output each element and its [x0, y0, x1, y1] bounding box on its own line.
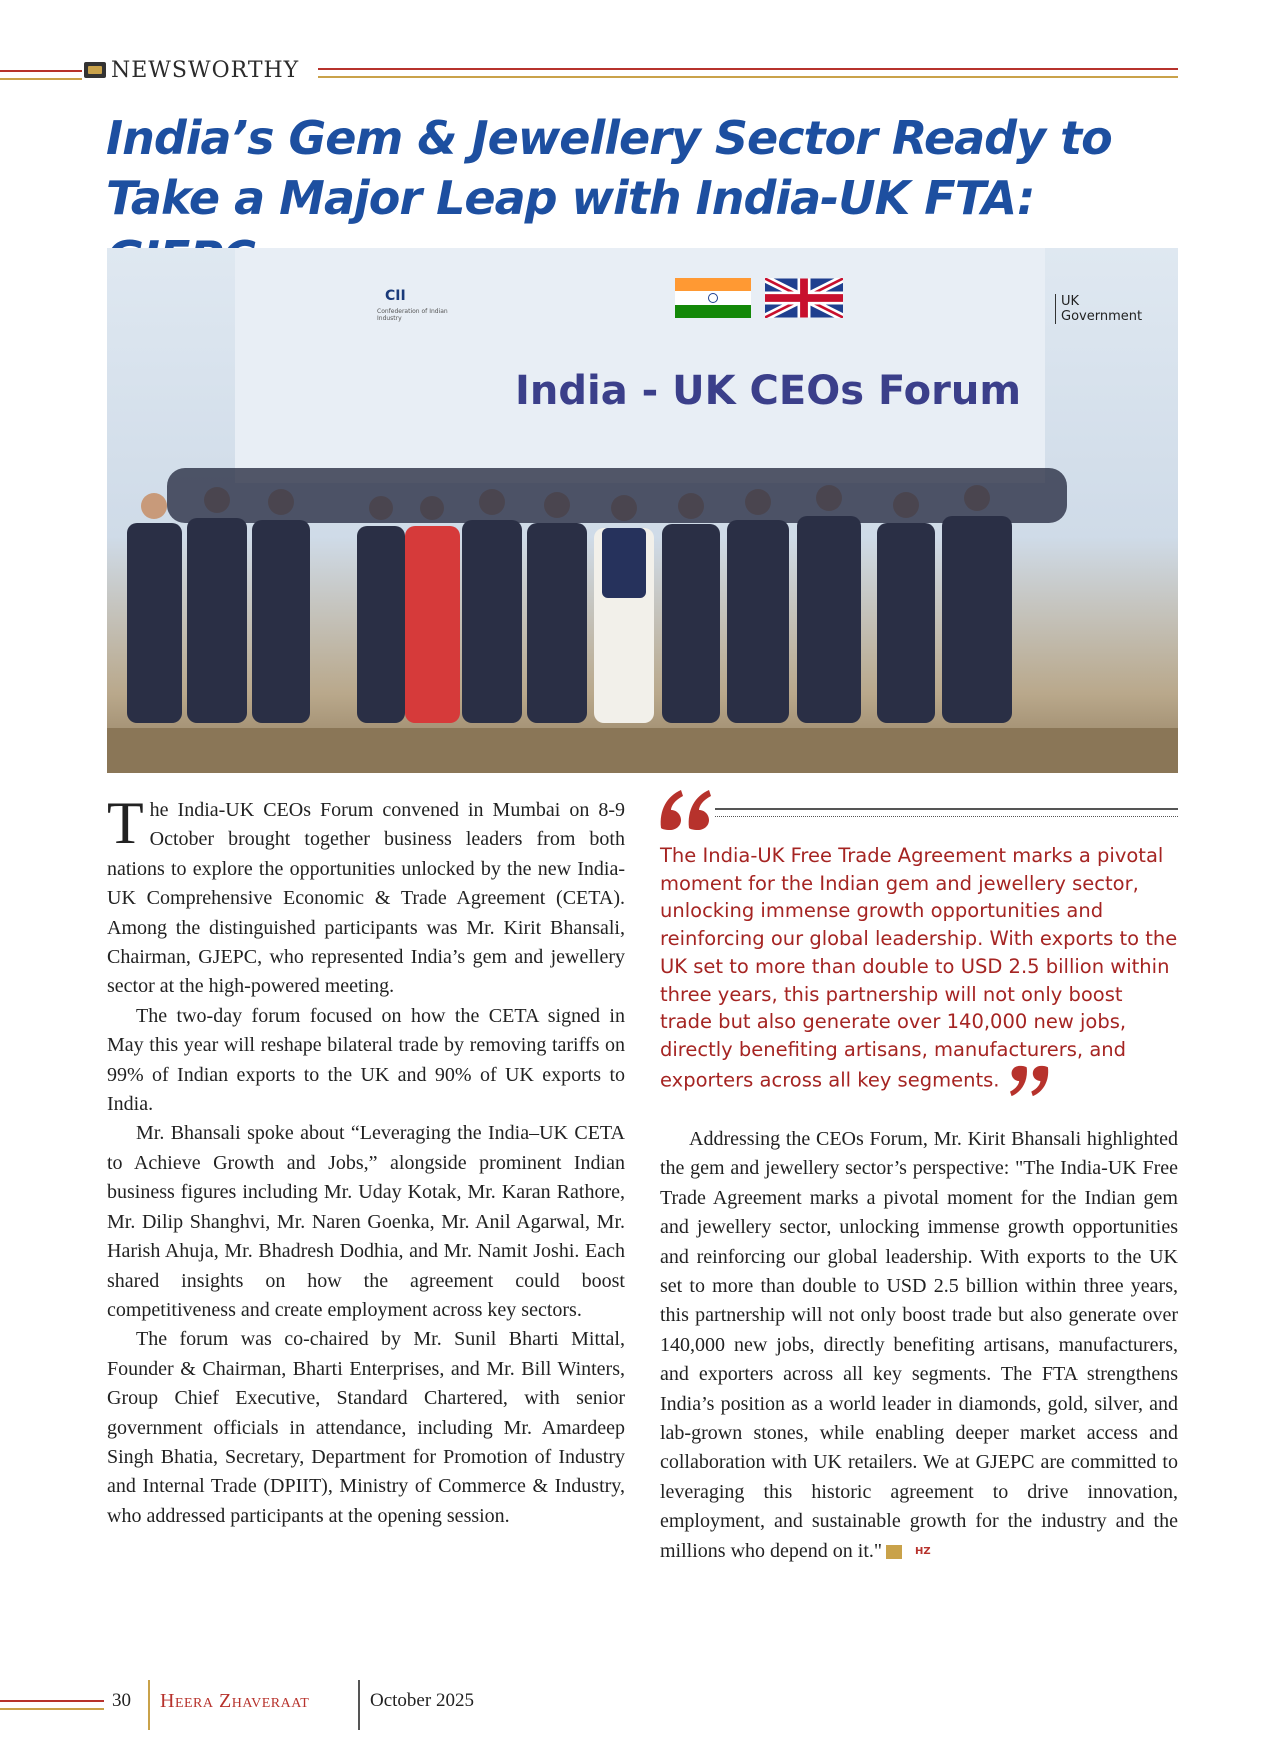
headline-line-2: Take a Major Leap with India-UK FTA:	[106, 171, 1035, 225]
cii-logo: CII	[385, 288, 406, 304]
uk-government-logo: UK Government	[1055, 294, 1142, 324]
delegates-group-image	[107, 428, 1178, 773]
paragraph-1	[107, 790, 625, 1002]
uk-flag-icon	[765, 278, 843, 318]
cii-subtitle: Confederation of Indian Industry	[377, 308, 448, 322]
banner-title: India - UK CEOs Forum	[515, 368, 1022, 414]
open-quote-icon	[657, 788, 715, 832]
paragraph-3: Mr. Bhansali spoke about “Leveraging the India–UK CETA to Achieve Growth and Jobs,” alongside prominent Indian business figures including Mr. Uday Kotak, Mr. Karan Rathore, Mr. Dilip Shanghvi, Mr. Naren Goenka, Mr. Anil Agarwal, Mr. Harish Ahuja, Mr. Bhadresh Dodhia, and Mr. Namit Joshi. Each shared insights on how the agreement could boost competitiveness and create employment across key sectors.	[107, 1122, 625, 1321]
pull-quote	[660, 842, 1180, 1098]
right-paragraph-1-text: Addressing the CEOs Forum, Mr. Kirit Bhansali highlighted the gem and jewellery sector’s perspective: "The India-UK Free Trade Agreement marks a pivotal moment for the Indian gem and jewellery sector, unlocking immense growth opportunities and reinforcing our global leadership. With exports to the UK set to more than double to USD 2.5 billion within three years, this partnership will not only boost trade but also generate over 140,000 new jobs, directly benefiting artisans, manufacturers, and exporters across all key segments. The FTA strengthens India’s position as a world leader in diamonds, gold, silver, and lab-grown stones, while enabling deeper market access and collaboration with UK retailers. We at GJEPC are committed to leveraging this historic agreement to drive innovation, employment, and sustainable growth for the industry and the millions who depend on it."	[660, 1128, 1178, 1562]
end-mark-icon: HZ	[886, 1545, 902, 1559]
footer-divider-1	[148, 1680, 150, 1730]
footer-divider-2	[358, 1680, 360, 1730]
page-number: 30	[112, 1690, 131, 1711]
page-footer	[0, 1680, 1275, 1730]
header-rule-left	[0, 70, 82, 80]
section-title: NEWSWORTHY	[111, 58, 300, 83]
magazine-name: Heera Zhaveraat	[160, 1690, 310, 1712]
quote-divider	[715, 808, 1178, 817]
close-quote-icon	[1007, 1064, 1051, 1098]
footer-rule	[0, 1700, 104, 1710]
article-left-column	[107, 790, 625, 1531]
headline-line-1: India’s Gem & Jewellery Sector Ready to	[106, 111, 1112, 165]
paragraph-1-text: he India-UK CEOs Forum convened in Mumbai on 8-9 October brought together business leaders from both nations to explore the opportunities unlocked by the new India-UK Comprehensive Economic & Trade Agreement (CETA). Among the distinguished participants was Mr. Kirit Bhansali, Chairman, GJEPC, who represented India’s gem and jewellery sector at the high-powered meeting.	[107, 799, 625, 998]
paragraph-4: The forum was co-chaired by Mr. Sunil Bharti Mittal, Founder & Chairman, Bharti Enterprises, and Mr. Bill Winters, Group Chief Executive, Standard Chartered, with senior government officials in attendance, including Mr. Amardeep Singh Bhatia, Secretary, Department for Promotion of Industry and Internal Trade (DPIIT), Ministry of Commerce & Industry, who addressed participants at the opening session.	[107, 1328, 625, 1527]
india-flag-icon	[675, 278, 751, 318]
drop-cap: T	[107, 790, 144, 856]
paragraph-2: The two-day forum focused on how the CETA signed in May this year will reshape bilateral trade by removing tariffs on 99% of Indian exports to the UK and 90% of UK exports to India.	[107, 1004, 625, 1116]
section-header	[0, 56, 1275, 86]
forum-photo	[107, 248, 1178, 773]
header-rule-right	[318, 68, 1178, 78]
article-right-column	[660, 1125, 1178, 1566]
issue-date: October 2025	[370, 1690, 474, 1711]
right-paragraph-1	[660, 1125, 1178, 1566]
section-icon	[84, 62, 106, 78]
pull-quote-text: The India-UK Free Trade Agreement marks a pivotal moment for the Indian gem and jewellery sector, unlocking immense growth opportunities and reinforcing our global leadership. With exports to the UK set to more than double to USD 2.5 billion within three years, this partnership will not only boost trade but also generate over 140,000 new jobs, directly benefiting artisans, manufacturers, and exporters across all key segments.	[660, 844, 1178, 1092]
